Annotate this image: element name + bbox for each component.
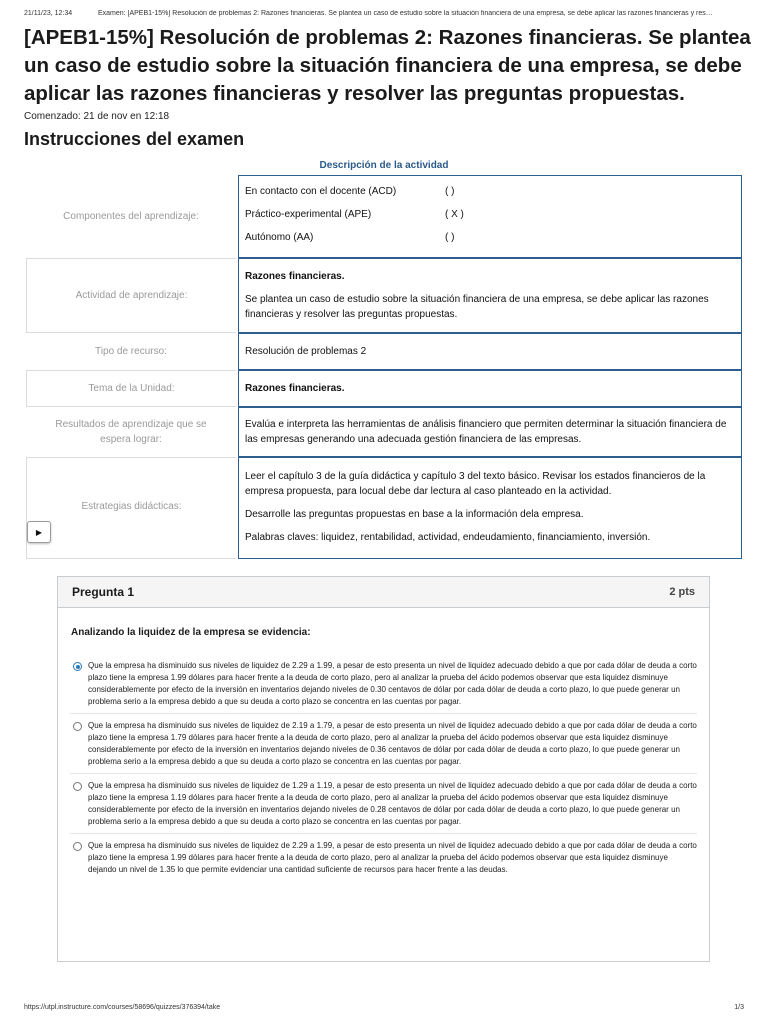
print-timestamp: 21/11/23, 12:34 bbox=[24, 10, 73, 17]
exam-title: [APEB1-15%] Resolución de problemas 2: Razones financieras. Se plantea un caso de estudio sobre la situación financiera de una empresa, se debe aplicar las razones financieras y resolver las preguntas propuestas. bbox=[24, 26, 751, 105]
answer-text: Que la empresa ha disminuido sus niveles de liquidez de 1.29 a 1.19, a pesar de esto presenta un nivel de liquidez adecuado debido a que por cada dólar de deuda a corto plazo tiene la empresa 1.19 dólares para hacer frente a la deuda de corto plazo, pero al analizar la prueba del ácido podemos observar que esta liquidez disminuye considerablemente por efecto de la inversión en inventarios dejando niveles de 0.28 centavos de dólar por cada dólar de deuda a corto plazo, lo que puede generar un problema serio a la empresa debido a que su deuda a corto plazo se concentra en las cuentas por pagar. bbox=[88, 781, 697, 826]
resource-type-value: Resolución de problemas 2 bbox=[238, 333, 742, 370]
play-icon[interactable]: ▶ bbox=[27, 521, 51, 543]
component-mark: ( ) bbox=[445, 186, 455, 197]
question-card bbox=[57, 576, 710, 962]
answer-option[interactable] bbox=[70, 717, 697, 774]
unit-topic-value: Razones financieras. bbox=[238, 370, 742, 407]
unit-topic-label: Tema de la Unidad: bbox=[26, 370, 236, 407]
strategies-paragraph: Desarrolle las preguntas propuestas en base a la información dela empresa. bbox=[245, 509, 584, 520]
activity-table-caption: Descripción de la actividad bbox=[319, 160, 449, 171]
question-points: 2 pts bbox=[669, 586, 695, 598]
learning-outcomes-value: Evalúa e interpreta las herramientas de análisis financiero que permiten determinar la situación financiera de las empresas generando una adecuada gestión financiera de las empresas. bbox=[238, 407, 742, 457]
started-date: Comenzado: 21 de nov en 12:18 bbox=[24, 111, 170, 122]
print-url: https://utpl.instructure.com/courses/58696/quizzes/376394/take bbox=[24, 1004, 221, 1011]
component-name: Práctico-experimental (APE) bbox=[245, 209, 372, 220]
learning-outcomes-label: Resultados de aprendizaje que se espera lograr: bbox=[55, 419, 207, 445]
activity-text: Se plantea un caso de estudio sobre la situación financiera de una empresa, se debe aplicar las razones financieras y resolver las preguntas propuestas. bbox=[245, 294, 709, 320]
answer-text: Que la empresa ha disminuido sus niveles de liquidez de 2.19 a 1.79, a pesar de esto presenta un nivel de liquidez adecuado debido a que por cada dólar de deuda a corto plazo tiene la empresa 1.79 dólares para hacer frente a la deuda de corto plazo, pero al analizar la prueba del ácido podemos observar que esta liquidez disminuye considerablemente por efecto de la inversión en inventarios dejando niveles de 0.36 centavos de dólar por cada dólar de deuda a corto plazo, lo que puede generar un problema serio a la empresa debido a que su deuda a corto plazo se concentra en las cuentas por pagar. bbox=[88, 721, 697, 766]
strategies-label: Estrategias didácticas: bbox=[26, 457, 236, 559]
component-item-acd bbox=[245, 180, 735, 203]
answer-text: Que la empresa ha disminuido sus niveles de liquidez de 2.29 a 1.99, a pesar de esto presenta un nivel de liquidez adecuado debido a que por cada dólar de deuda a corto plazo tiene la empresa 1.99 dólares para hacer frente a la deuda de corto plazo, pero al analizar la prueba del ácido podemos observar que esta liquidez disminuye considerablemente por efecto de la inversión en inventarios dejando niveles de 0.30 centavos de dólar por cada dólar de deuda a corto plazo, lo que puede generar un problema serio a la empresa debido a que su deuda a corto plazo se concentra en las cuentas por pagar. bbox=[88, 661, 697, 706]
print-footer bbox=[24, 1004, 744, 1011]
answer-text: Que la empresa ha disminuido sus niveles de liquidez de 2.29 a 1.99, a pesar de esto presenta un nivel de liquidez adecuado debido a que por cada dólar de deuda a corto plazo tiene la empresa 1.99 dólares para hacer frente a la deuda de corto plazo, pero al analizar la prueba del ácido podemos observar que esta liquidez disminuye dejando un nivel de 1.35 lo que permite evidenciar una cantidad suficiente de recursos para hacer frente a las deudas. bbox=[88, 841, 697, 874]
radio-selected-icon[interactable] bbox=[73, 662, 82, 671]
answer-option[interactable] bbox=[70, 777, 697, 834]
component-name: En contacto con el docente (ACD) bbox=[245, 186, 397, 197]
activity-label: Actividad de aprendizaje: bbox=[26, 258, 236, 333]
question-text: Analizando la liquidez de la empresa se evidencia: bbox=[71, 627, 311, 638]
components-value bbox=[238, 175, 742, 258]
component-name: Autónomo (AA) bbox=[245, 232, 314, 243]
activity-value bbox=[238, 258, 742, 333]
question-title: Pregunta 1 bbox=[72, 585, 135, 599]
print-page-title: Examen: [APEB1-15%] Resolución de problemas 2: Razones financieras. Se plantea un caso de estudio sobre la situación financiera de una empresa, se debe aplicar las razones financieras y res… bbox=[97, 10, 713, 17]
component-mark: ( ) bbox=[445, 232, 455, 243]
instructions-heading: Instrucciones del examen bbox=[24, 129, 245, 149]
question-header bbox=[58, 577, 709, 608]
radio-icon[interactable] bbox=[73, 722, 82, 731]
radio-icon[interactable] bbox=[73, 842, 82, 851]
component-mark: ( X ) bbox=[445, 209, 464, 220]
component-item-aa bbox=[245, 226, 735, 249]
activity-heading: Razones financieras. bbox=[245, 271, 345, 282]
print-page-number: 1/3 bbox=[734, 1004, 744, 1011]
radio-icon[interactable] bbox=[73, 782, 82, 791]
component-item-ape bbox=[245, 203, 735, 226]
strategies-value bbox=[238, 457, 742, 559]
components-label: Componentes del aprendizaje: bbox=[63, 211, 199, 222]
print-header bbox=[24, 10, 744, 17]
answer-list bbox=[70, 657, 697, 884]
strategies-paragraph: Leer el capítulo 3 de la guía didáctica y capítulo 3 del texto básico. Revisar los estados financieros de la empresa propuesta, para locual debe dar lectura al caso planteado en la actividad. bbox=[245, 471, 706, 497]
resource-type-label: Tipo de recurso: bbox=[95, 346, 167, 357]
answer-option[interactable] bbox=[70, 657, 697, 714]
strategies-keywords: Palabras claves: liquidez, rentabilidad, actividad, endeudamiento, financiamiento, inversión. bbox=[245, 532, 651, 543]
answer-option[interactable] bbox=[70, 837, 697, 881]
